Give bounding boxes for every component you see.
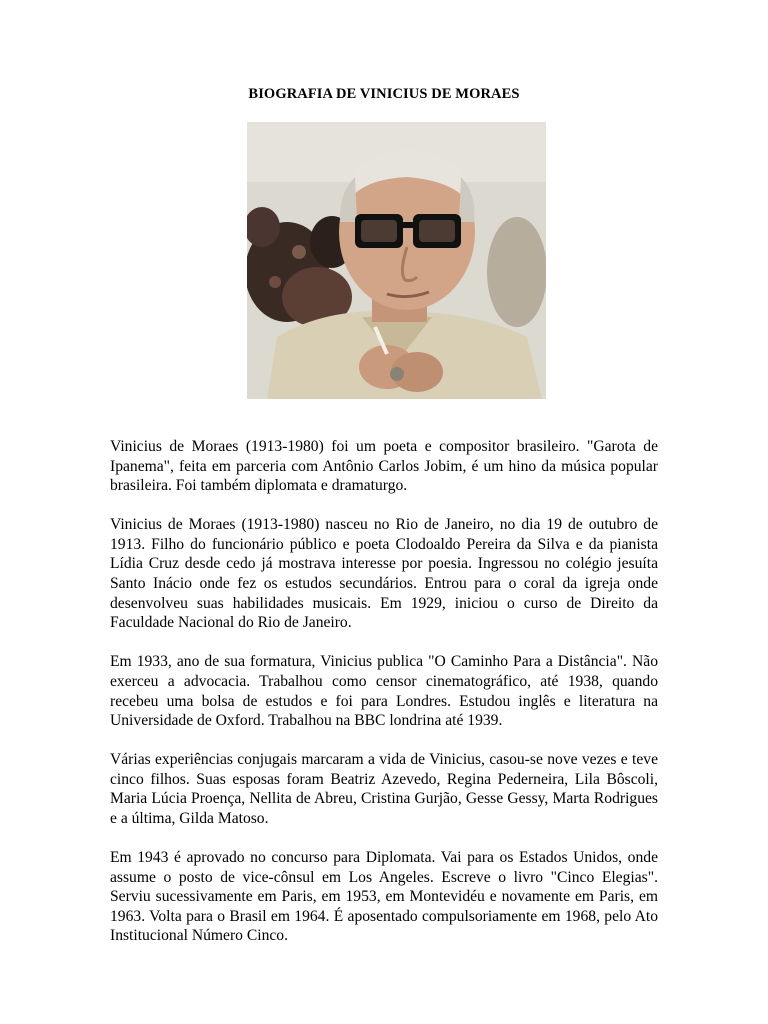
portrait-photo — [247, 122, 546, 399]
paragraph-career: Em 1933, ano de sua formatura, Vinicius publica "O Caminho Para a Distância". Não exerceu a advocacia. Trabalhou como censor cinematográfico, até 1938, quando recebeu uma bolsa de estudos e foi para Londres. Estudou inglês e literatura na Universidade de Oxford. Trabalhou na BBC londrina até 1939. — [110, 653, 658, 730]
paragraph-diplomacy: Em 1943 é aprovado no concurso para Diplomata. Vai para os Estados Unidos, onde assume o posto de vice-cônsul em Los Angeles. Escreve o livro "Cinco Elegias". Serviu sucessivamente em Paris, em 1953, em Montevidéu e novamente em Paris, em 1963. Volta para o Brasil em 1964. É aposentado compulsoriamente em 1968, pelo Ato Institucional Número Cinco. — [110, 849, 658, 945]
paragraph-early-life: Vinicius de Moraes (1913-1980) nasceu no Rio de Janeiro, no dia 19 de outubro de 1913. Filho do funcionário público e poeta Clodoaldo Pereira da Silva e da pianista Lídia Cruz desde cedo já mostrava interesse por poesia. Ingressou no colégio jesuíta Santo Inácio onde fez os estudos secundários. Entrou para o coral da igreja onde desenvolveu suas habilidades musicais. Em 1929, iniciou o curso de Direito da Faculdade Nacional do Rio de Janeiro. — [110, 516, 658, 632]
document-body — [110, 437, 658, 966]
portrait-illustration — [247, 122, 546, 399]
document-title: BIOGRAFIA DE VINICIUS DE MORAES — [248, 86, 520, 102]
paragraph-intro: Vinicius de Moraes (1913-1980) foi um poeta e compositor brasileiro. "Garota de Ipanema", feita em parceria com Antônio Carlos Jobim, é um hino da música popular brasileira. Foi também diplomata e dramaturgo. — [110, 438, 658, 495]
paragraph-marriages: Várias experiências conjugais marcaram a vida de Vinicius, casou-se nove vezes e teve cinco filhos. Suas esposas foram Beatriz Azevedo, Regina Pederneira, Lila Bôscoli, Maria Lúcia Proença, Nellita de Abreu, Cristina Gurjão, Gesse Gessy, Marta Rodrigues e a última, Gilda Matoso. — [110, 751, 658, 827]
